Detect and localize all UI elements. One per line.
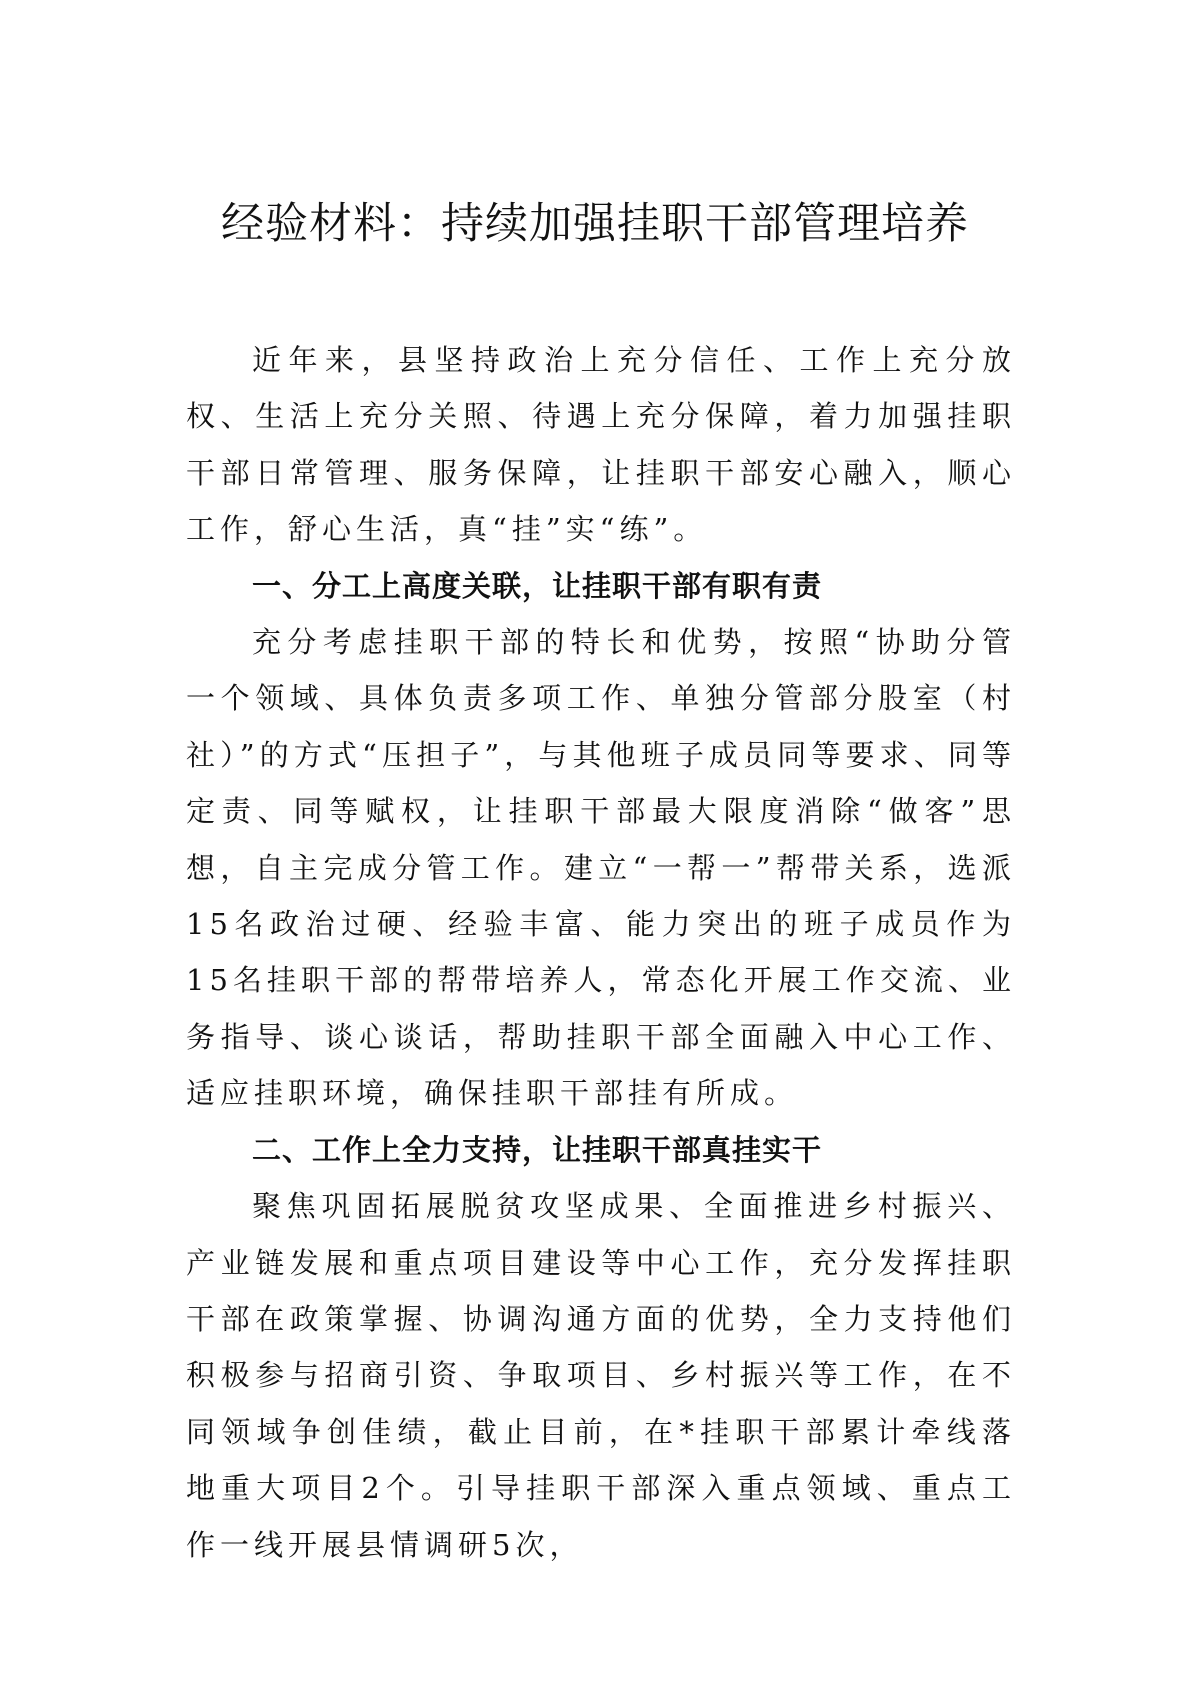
section-1-heading: 一、分工上高度关联，让挂职干部有职有责 <box>252 568 823 603</box>
document-body <box>186 332 1016 1573</box>
document-title: 经验材料：持续加强挂职干部管理培养 <box>221 199 969 249</box>
section-2-paragraph: 聚焦巩固拓展脱贫攻坚成果、全面推进乡村振兴、产业链发展和重点项目建设等中心工作，充分发挥挂职干部在政策掌握、协调沟通方面的优势，全力支持他们积极参与招商引资、争取项目、乡村振兴等工作，在不同领域争创佳绩，截止目前，在*挂职干部累计牵线落地重大项目2个。引导挂职干部深入重点领域、重点工作一线开展县情调研5次， <box>186 1189 1016 1562</box>
intro-paragraph: 近年来，县坚持政治上充分信任、工作上充分放权、生活上充分关照、待遇上充分保障，着力加强挂职干部日常管理、服务保障，让挂职干部安心融入，顺心工作，舒心生活，真“挂”实“练”。 <box>186 343 1016 547</box>
section-1-paragraph: 充分考虑挂职干部的特长和优势，按照“协助分管一个领域、具体负责多项工作、单独分管部分股室（村社）”的方式“压担子”，与其他班子成员同等要求、同等定责、同等赋权，让挂职干部最大限度消除“做客”思想，自主完成分管工作。建立“一帮一”帮带关系，选派15名政治过硬、经验丰富、能力突出的班子成员作为15名挂职干部的帮带培养人，常态化开展工作交流、业务指导、谈心谈话，帮助挂职干部全面融入中心工作、适应挂职环境，确保挂职干部挂有所成。 <box>186 625 1016 1111</box>
section-2-heading: 二、工作上全力支持，让挂职干部真挂实干 <box>252 1132 823 1167</box>
